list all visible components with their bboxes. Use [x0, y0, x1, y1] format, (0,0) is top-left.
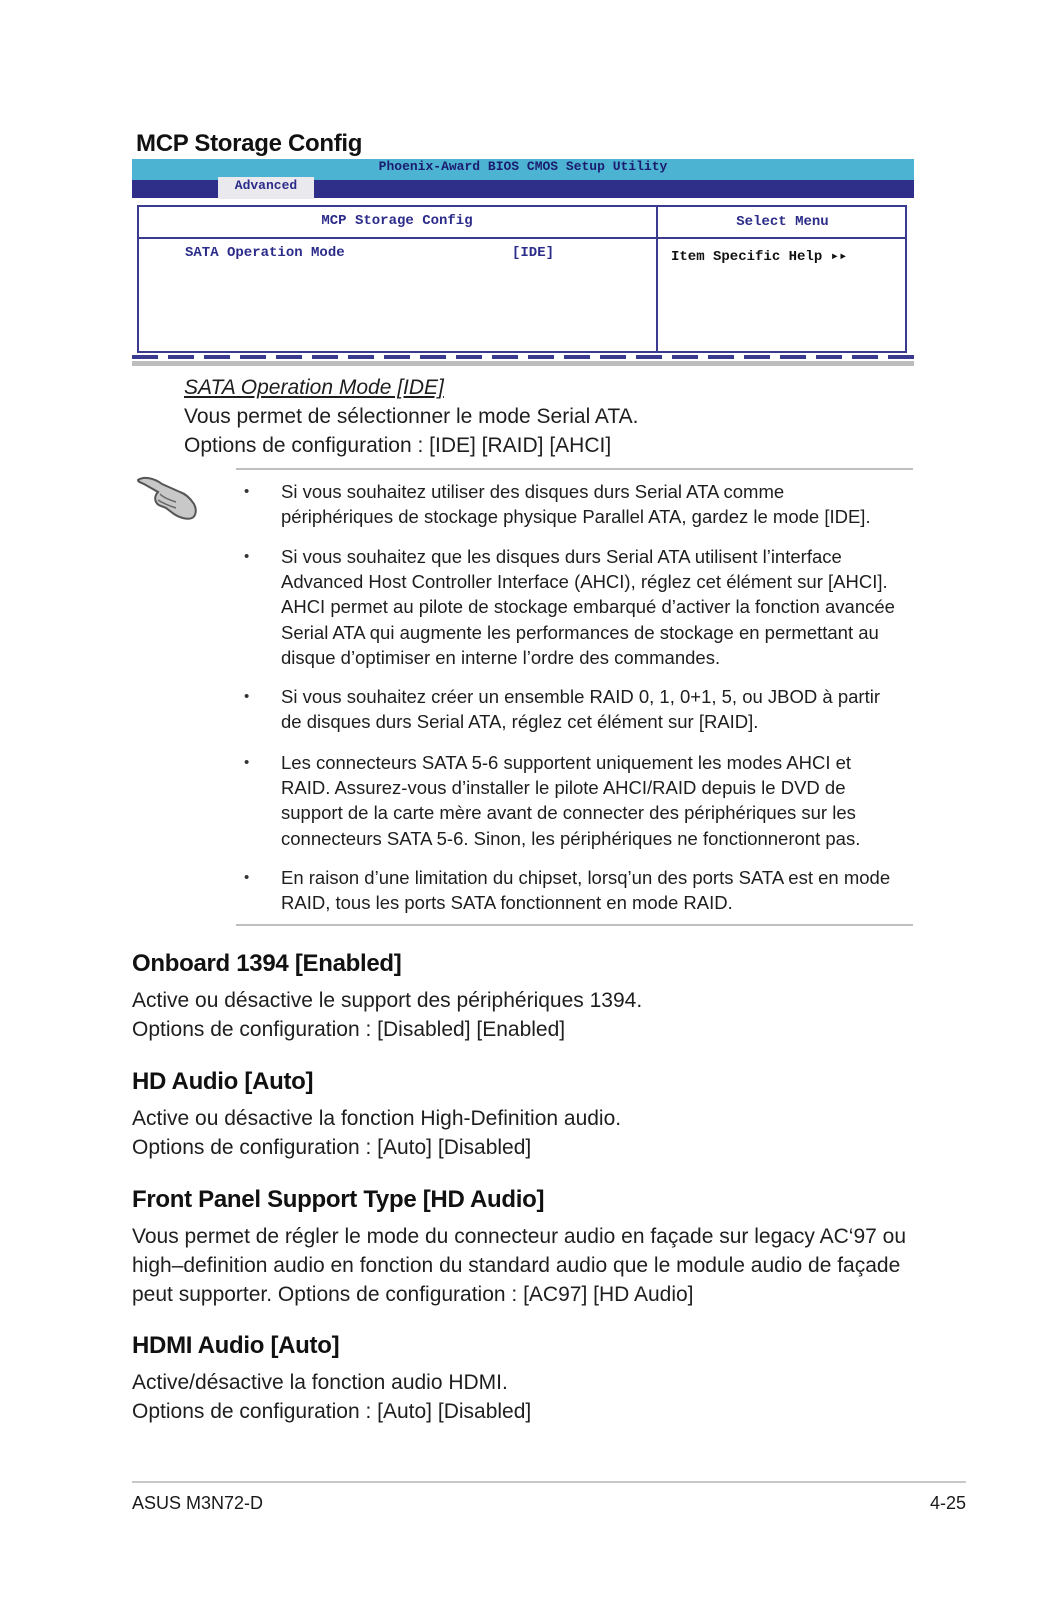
section-heading: Front Panel Support Type [HD Audio] — [132, 1186, 545, 1213]
note-rule-top — [236, 468, 913, 470]
note-line: Si vous souhaitez créer un ensemble RAID 0, 1, 0+1, 5, ou JBOD à partir — [281, 686, 880, 707]
note-line: En raison d’une limitation du chipset, lorsq’un des ports SATA est en mode — [281, 867, 891, 888]
note-line: connecteurs SATA 5-6. Sinon, les périphériques ne fonctionneront pas. — [281, 827, 861, 849]
note-bullet: • — [244, 483, 250, 500]
bios-item-sata-mode[interactable]: SATA Operation Mode — [185, 245, 345, 261]
sata-options: Options de configuration : [IDE] [RAID] [AHCI] — [184, 434, 612, 457]
section-line: Options de configuration : [Auto] [Disabled] — [132, 1136, 532, 1159]
section-heading: HD Audio [Auto] — [132, 1068, 314, 1095]
section-line: Options de configuration : [Auto] [Disabled] — [132, 1400, 532, 1423]
note-line: support de la carte mère avant de connecter des périphériques sur les — [281, 802, 856, 824]
pointing-hand-icon — [136, 470, 200, 522]
note-item-3 — [281, 684, 913, 734]
note-item-4 — [281, 750, 913, 851]
note-bullet: • — [244, 869, 250, 886]
note-line: Les connecteurs SATA 5-6 supportent uniquement les modes AHCI et — [281, 752, 852, 773]
footer-product: ASUS M3N72-D — [132, 1493, 264, 1513]
note-line: Si vous souhaitez utiliser des disques durs Serial ATA comme — [281, 481, 785, 502]
bios-bottom-shadow — [132, 361, 914, 366]
sata-heading: SATA Operation Mode [IDE] — [184, 376, 444, 399]
bios-screenshot — [132, 159, 914, 368]
section-line: Vous permet de régler le mode du connecteur audio en façade sur legacy AC‘97 ou — [132, 1225, 906, 1248]
section-line: Options de configuration : [Disabled] [Enabled] — [132, 1018, 566, 1041]
bios-panel-title: MCP Storage Config — [321, 213, 473, 229]
sata-description: Vous permet de sélectionner le mode Serial ATA. — [184, 405, 639, 428]
bios-rule — [657, 237, 907, 239]
section-title: MCP Storage Config — [136, 130, 363, 157]
bios-help-text: Item Specific Help ▸▸ — [671, 249, 848, 265]
bios-rule — [137, 237, 660, 239]
note-bullet: • — [244, 754, 250, 771]
section-line: high–definition audio en fonction du standard audio que le module audio de façade — [132, 1254, 901, 1277]
note-bullet: • — [244, 548, 250, 565]
note-line: RAID, tous les ports SATA fonctionnent en mode RAID. — [281, 892, 733, 914]
section-heading: Onboard 1394 [Enabled] — [132, 950, 402, 977]
note-bullet: • — [244, 688, 250, 705]
bios-title: Phoenix-Award BIOS CMOS Setup Utility — [378, 159, 668, 174]
section-line: Active ou désactive le support des périphériques 1394. — [132, 989, 643, 1012]
note-line: Serial ATA qui augmente les performances de stockage en permettant au — [281, 621, 879, 643]
section-line: Active/désactive la fonction audio HDMI. — [132, 1371, 508, 1394]
section-line: Active ou désactive la fonction High-Definition audio. — [132, 1107, 622, 1130]
note-line: AHCI permet au pilote de stockage embarqué d’activer la fonction avancée — [281, 596, 895, 618]
note-line: Advanced Host Controller Interface (AHCI), réglez cet élément sur [AHCI]. — [281, 571, 888, 593]
bios-item-value[interactable]: [IDE] — [512, 245, 555, 261]
note-item-5 — [281, 865, 913, 915]
note-item-2 — [281, 544, 913, 670]
note-line: périphériques de stockage physique Parallel ATA, gardez le mode [IDE]. — [281, 506, 871, 528]
note-line: Si vous souhaitez que les disques durs Serial ATA utilisent l’interface — [281, 546, 842, 567]
footer-page-number: 4-25 — [929, 1493, 966, 1513]
bios-help-title: Select Menu — [736, 214, 829, 230]
footer-rule — [132, 1481, 966, 1483]
section-heading: HDMI Audio [Auto] — [132, 1332, 340, 1359]
bios-tab-advanced[interactable]: Advanced — [218, 177, 314, 199]
note-item-1 — [281, 479, 913, 529]
note-line: disque d’optimiser en interne l’ordre des commandes. — [281, 646, 721, 668]
note-line: de disques durs Serial ATA, réglez cet élément sur [RAID]. — [281, 711, 759, 733]
note-rule-bottom — [236, 924, 913, 926]
note-line: RAID. Assurez-vous d’installer le pilote AHCI/RAID depuis le DVD de — [281, 777, 846, 799]
section-line: peut supporter. Options de configuration : [AC97] [HD Audio] — [132, 1283, 694, 1306]
bios-dashed-border — [132, 355, 914, 359]
